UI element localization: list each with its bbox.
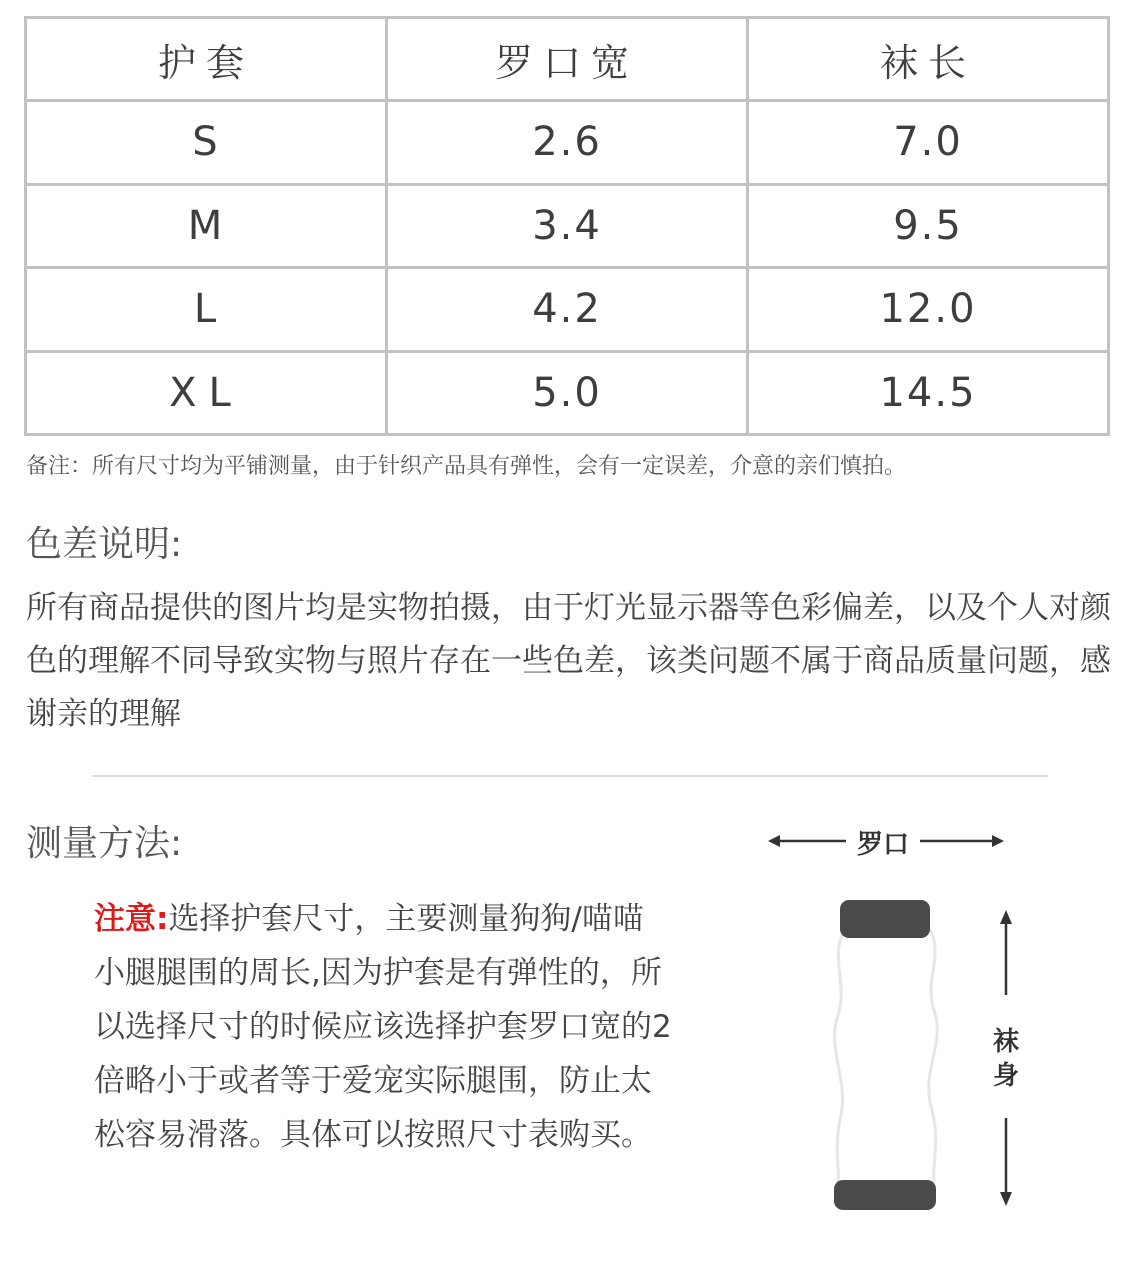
sock-length-cell: 12.0 bbox=[748, 268, 1109, 352]
header-sock-length: 袜长 bbox=[748, 18, 1109, 101]
cuff-width-cell: 3.4 bbox=[387, 184, 748, 268]
section-divider bbox=[92, 775, 1048, 777]
table-row bbox=[26, 184, 1109, 268]
sock-diagram bbox=[760, 820, 1040, 1220]
sock-body-label-2: 身 bbox=[992, 1061, 1020, 1091]
size-table bbox=[24, 16, 1110, 436]
notice-label: 注意: bbox=[94, 901, 169, 937]
size-cell: L bbox=[26, 268, 387, 352]
color-section-title: 色差说明: bbox=[26, 524, 183, 565]
bottom-cuff-icon bbox=[834, 1180, 936, 1210]
measure-section-title: 测量方法: bbox=[26, 823, 183, 864]
sock-length-cell: 7.0 bbox=[748, 101, 1109, 185]
table-row bbox=[26, 101, 1109, 185]
size-cell: XL bbox=[26, 351, 387, 435]
table-row bbox=[26, 268, 1109, 352]
cuff-width-cell: 2.6 bbox=[387, 101, 748, 185]
size-cell: S bbox=[26, 101, 387, 185]
header-size: 护套 bbox=[26, 18, 387, 101]
header-cuff-width: 罗口宽 bbox=[387, 18, 748, 101]
top-cuff-icon bbox=[840, 900, 930, 938]
sock-length-cell: 14.5 bbox=[748, 351, 1109, 435]
sock-outline-icon bbox=[835, 930, 938, 1182]
sock-body-label-1: 袜 bbox=[992, 1027, 1020, 1057]
notice-block bbox=[94, 892, 674, 1162]
sock-length-cell: 9.5 bbox=[748, 184, 1109, 268]
size-cell: M bbox=[26, 184, 387, 268]
cuff-width-cell: 5.0 bbox=[387, 351, 748, 435]
color-section-text: 所有商品提供的图片均是实物拍摄，由于灯光显示器等色彩偏差，以及个人对颜色的理解不同导致实物与照片存在一些色差，该类问题不属于商品质量问题，感谢亲的理解 bbox=[26, 590, 1111, 732]
table-row bbox=[26, 351, 1109, 435]
notice-text: 选择护套尺寸，主要测量狗狗/喵喵小腿腿围的周长,因为护套是有弹性的，所以选择尺寸的时候应该选择护套罗口宽的2倍略小于或者等于爱宠实际腿围，防止太松容易滑落。具体可以按照尺寸表购买。 bbox=[94, 901, 672, 1153]
table-header-row bbox=[26, 18, 1109, 101]
cuff-label: 罗口 bbox=[856, 830, 910, 860]
measurement-note: 备注：所有尺寸均为平铺测量，由于针织产品具有弹性，会有一定误差，介意的亲们慎拍。 bbox=[26, 454, 907, 479]
sock-length-arrow bbox=[1000, 910, 1012, 1206]
cuff-width-cell: 4.2 bbox=[387, 268, 748, 352]
